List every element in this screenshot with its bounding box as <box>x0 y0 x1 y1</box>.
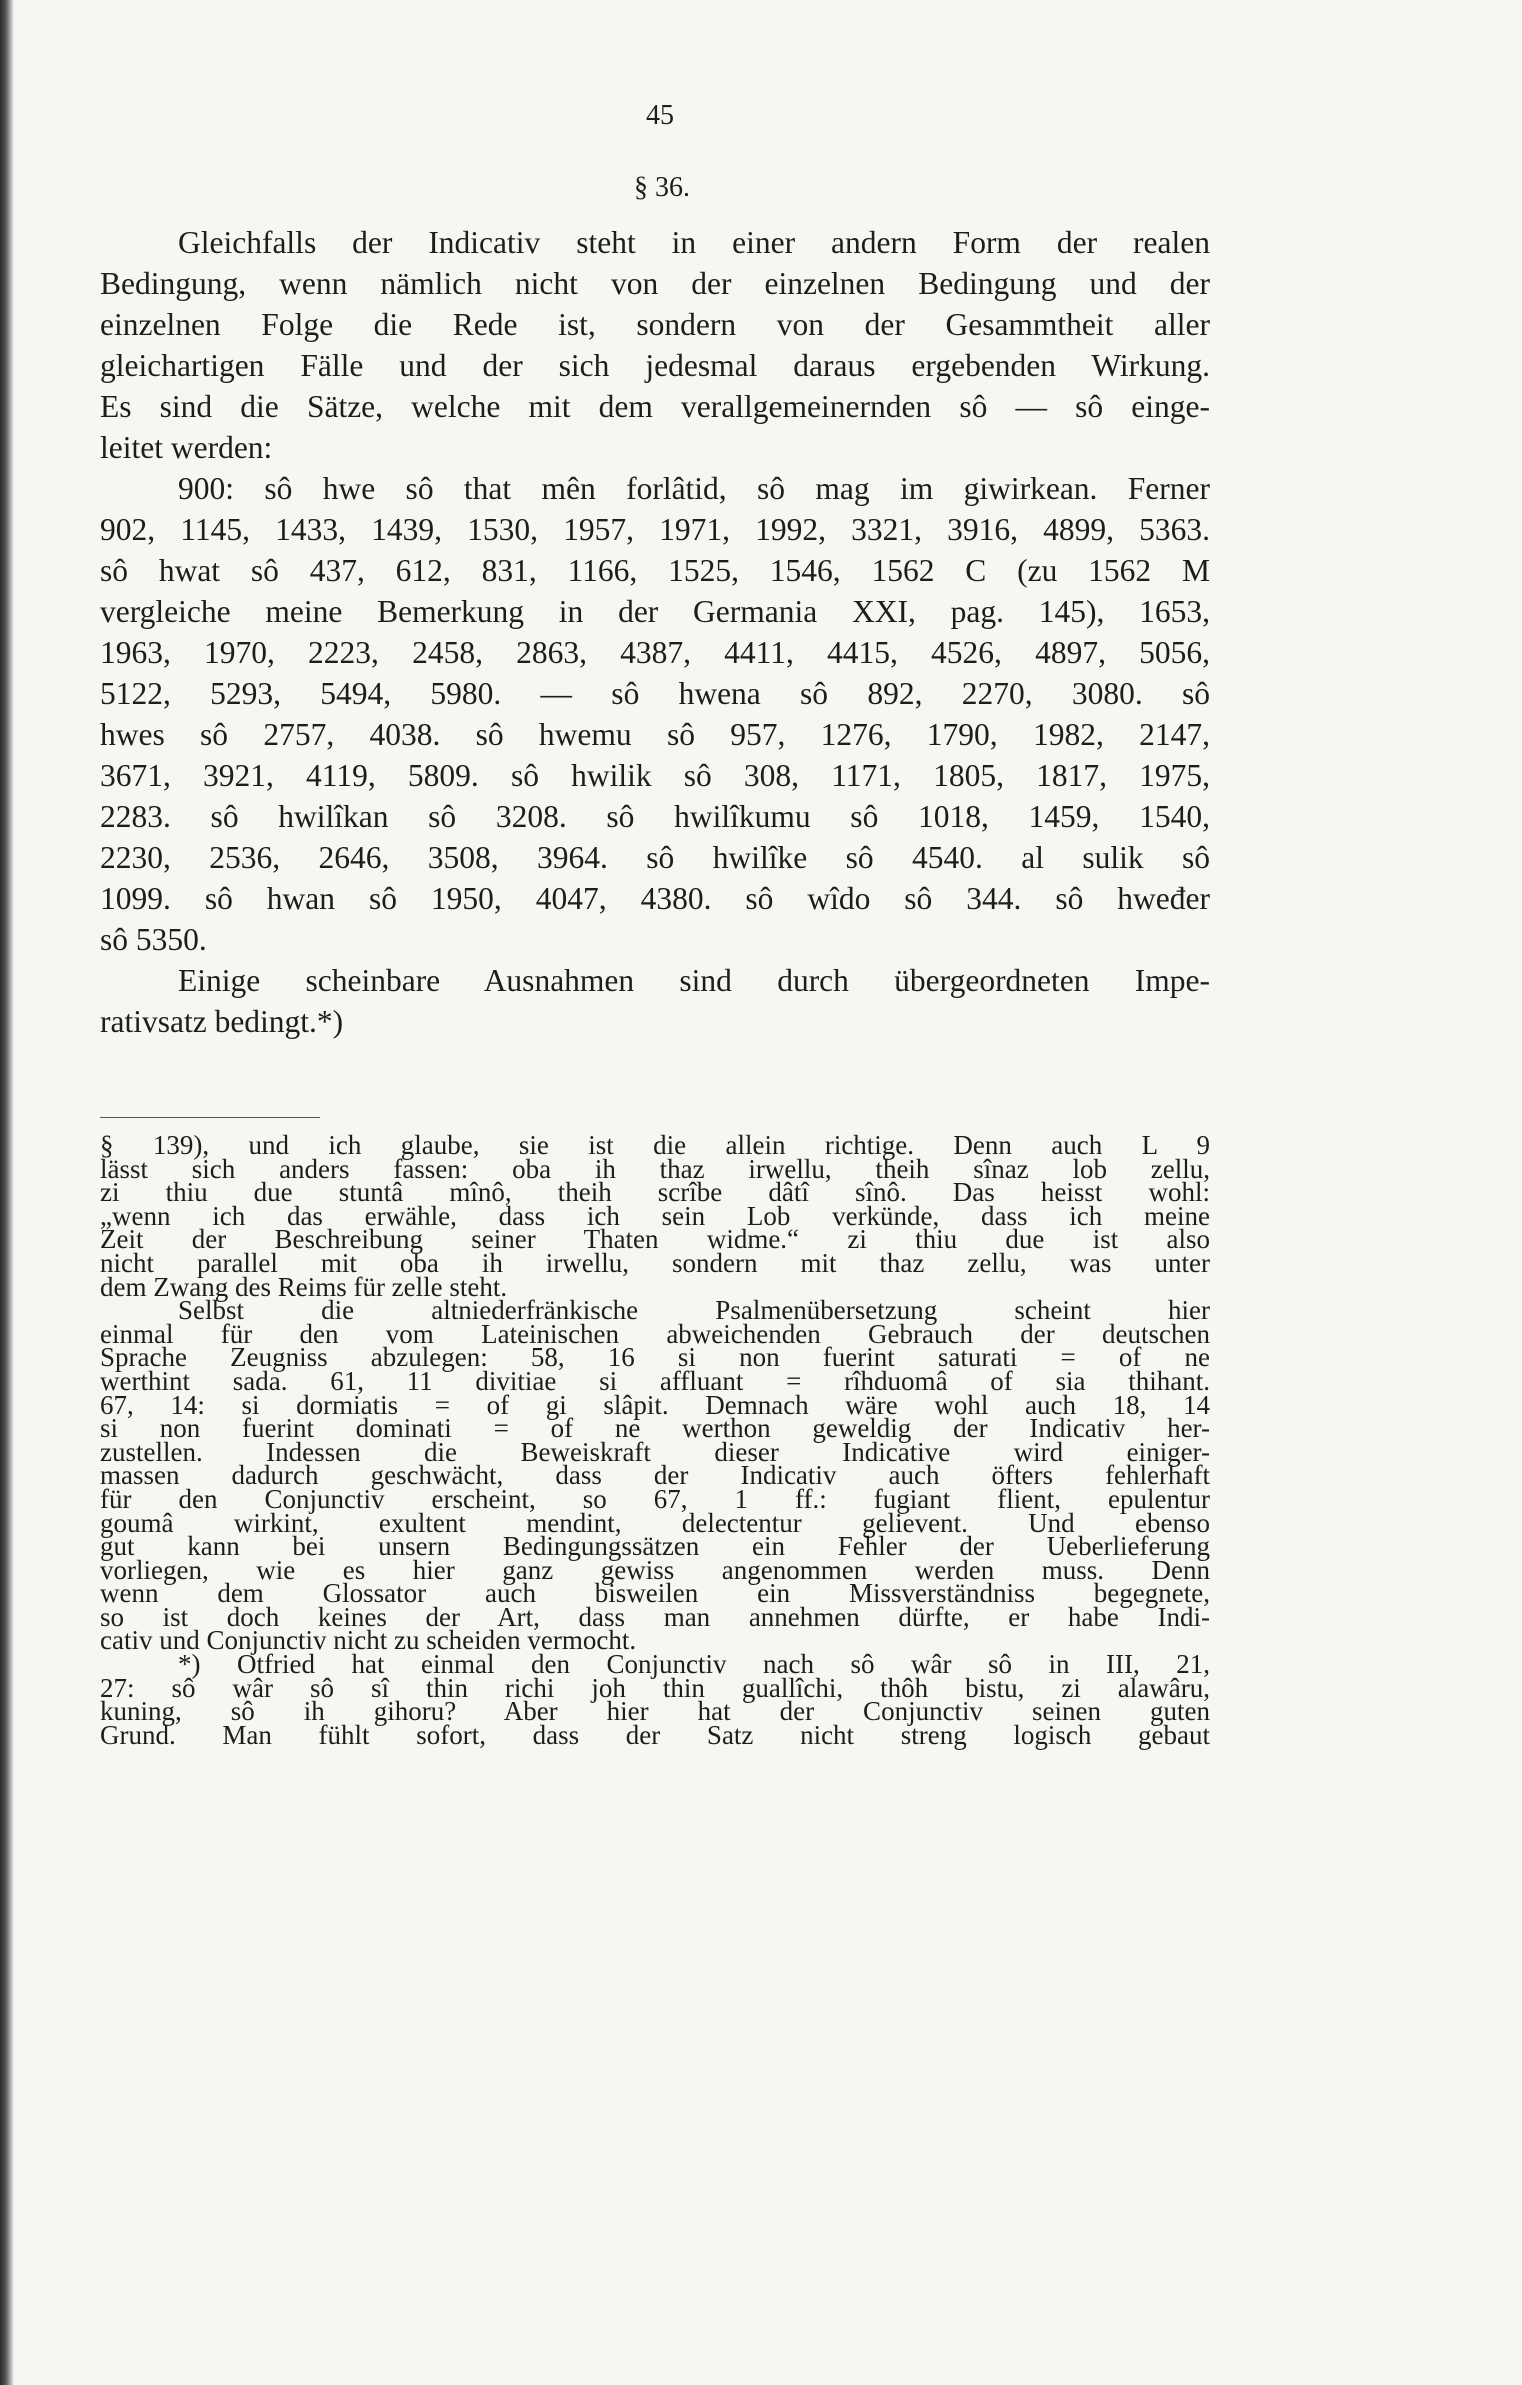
main-line: 1963, 1970, 2223, 2458, 2863, 4387, 4411, 4415, 4526, 4897, 5056, <box>100 635 1210 670</box>
footnote-line: werthint sada. 61, 11 divitiae si affluant = rîhduomâ of sia thihant. <box>100 1365 1210 1396</box>
main-line: leitet werden: <box>100 430 273 465</box>
footnote-line: Sprache Zeugniss abzulegen: 58, 16 si non fuerint saturati = of ne <box>100 1342 1210 1373</box>
footnote-line: „wenn ich das erwähle, dass ich sein Lob verkünde, dass ich meine <box>100 1200 1210 1231</box>
footnote-text <box>100 1130 1210 1750</box>
footnote-line: lässt sich anders fassen: oba ih thaz irwellu, theih sînaz lob zellu, <box>100 1153 1210 1184</box>
footnote-line: nicht parallel mit oba ih irwellu, sondern mit thaz zellu, was unter <box>100 1247 1210 1278</box>
footnote-line: Selbst die altniederfränkische Psalmenübersetzung scheint hier <box>178 1295 1210 1326</box>
footnote-line: so ist doch keines der Art, dass man annehmen dürfte, er habe Indi- <box>100 1601 1210 1632</box>
footnote-line: wenn dem Glossator auch bisweilen ein Missverständniss begegnete, <box>100 1578 1210 1609</box>
footnote-line: zi thiu due stuntâ mînô, theih scrîbe dâtî sînô. Das heisst wohl: <box>100 1177 1210 1208</box>
main-line: Einige scheinbare Ausnahmen sind durch übergeordneten Impe- <box>178 963 1210 998</box>
footnote-line: für den Conjunctiv erscheint, so 67, 1 ff.: fugiant flient, epulentur <box>100 1483 1210 1514</box>
main-line: Gleichfalls der Indicativ steht in einer andern Form der realen <box>178 225 1210 260</box>
main-line: 2283. sô hwilîkan sô 3208. sô hwilîkumu sô 1018, 1459, 1540, <box>100 799 1210 834</box>
footnote-line: dem Zwang des Reims für zelle steht. <box>100 1271 508 1302</box>
main-line: Es sind die Sätze, welche mit dem verallgemeinernden sô — sô einge- <box>100 389 1210 424</box>
footnote-line: cativ und Conjunctiv nicht zu scheiden vermocht. <box>100 1625 637 1656</box>
main-line: 3671, 3921, 4119, 5809. sô hwilik sô 308, 1171, 1805, 1817, 1975, <box>100 758 1210 793</box>
footnote-line: *) Otfried hat einmal den Conjunctiv nach sô wâr sô in III, 21, <box>178 1649 1210 1680</box>
footnote-line: massen dadurch geschwächt, dass der Indicativ auch öfters fehlerhaft <box>100 1460 1210 1491</box>
footnote-line: kuning, sô ih gihoru? Aber hier hat der Conjunctiv seinen guten <box>100 1696 1210 1727</box>
main-line: gleichartigen Fälle und der sich jedesmal daraus ergebenden Wirkung. <box>100 348 1210 383</box>
footnote-line: gut kann bei unsern Bedingungssätzen ein Fehler der Ueberlieferung <box>100 1531 1210 1562</box>
main-text <box>100 222 1210 1042</box>
footnote-line: goumâ wirkint, exultent mendint, delectentur gelievent. Und ebenso <box>100 1507 1210 1538</box>
main-line: 902, 1145, 1433, 1439, 1530, 1957, 1971, 1992, 3321, 3916, 4899, 5363. <box>100 512 1210 547</box>
main-line: 2230, 2536, 2646, 3508, 3964. sô hwilîke sô 4540. al sulik sô <box>100 840 1210 875</box>
main-line: 5122, 5293, 5494, 5980. — sô hwena sô 892, 2270, 3080. sô <box>100 676 1210 711</box>
footnote-line: vorliegen, wie es hier ganz gewiss angenommen werden muss. Denn <box>100 1554 1210 1585</box>
main-line: sô 5350. <box>100 922 207 957</box>
main-line: 900: sô hwe sô that mên forlâtid, sô mag im giwirkean. Ferner <box>178 471 1210 506</box>
section-heading: § 36. <box>634 172 690 203</box>
main-line: Bedingung, wenn nämlich nicht von der einzelnen Bedingung und der <box>100 266 1210 301</box>
footnote-line: § 139), und ich glaube, sie ist die allein richtige. Denn auch L 9 <box>100 1130 1210 1160</box>
book-binding-edge <box>0 0 14 2385</box>
footnote-line: einmal für den vom Lateinischen abweichenden Gebrauch der deutschen <box>100 1318 1210 1349</box>
footnote-divider <box>100 1117 320 1118</box>
main-line: rativsatz bedingt.*) <box>100 1004 344 1039</box>
main-line: einzelnen Folge die Rede ist, sondern von der Gesammtheit aller <box>100 307 1210 342</box>
footnote-line: 27: sô wâr sô sî thin richi joh thin guallîchi, thôh bistu, zi alawâru, <box>100 1672 1210 1703</box>
footnote-line: 67, 14: si dormiatis = of gi slâpit. Demnach wäre wohl auch 18, 14 <box>100 1389 1210 1420</box>
main-line: hwes sô 2757, 4038. sô hwemu sô 957, 1276, 1790, 1982, 2147, <box>100 717 1210 752</box>
footnote-line: zustellen. Indessen die Beweiskraft dieser Indicative wird einiger- <box>100 1436 1210 1467</box>
main-line: vergleiche meine Bemerkung in der Germania XXI, pag. 145), 1653, <box>100 594 1210 629</box>
footnote-line: Zeit der Beschreibung seiner Thaten widme.“ zi thiu due ist also <box>100 1224 1210 1255</box>
footnote-line: Grund. Man fühlt sofort, dass der Satz nicht streng logisch gebaut <box>100 1719 1210 1750</box>
footnote-line: si non fuerint dominati = of ne werthon geweldig der Indicativ her- <box>100 1413 1210 1444</box>
main-line: 1099. sô hwan sô 1950, 4047, 4380. sô wîdo sô 344. sô hweđer <box>100 881 1210 916</box>
page-number: 45 <box>646 100 674 131</box>
main-line: sô hwat sô 437, 612, 831, 1166, 1525, 1546, 1562 C (zu 1562 M <box>100 553 1210 588</box>
